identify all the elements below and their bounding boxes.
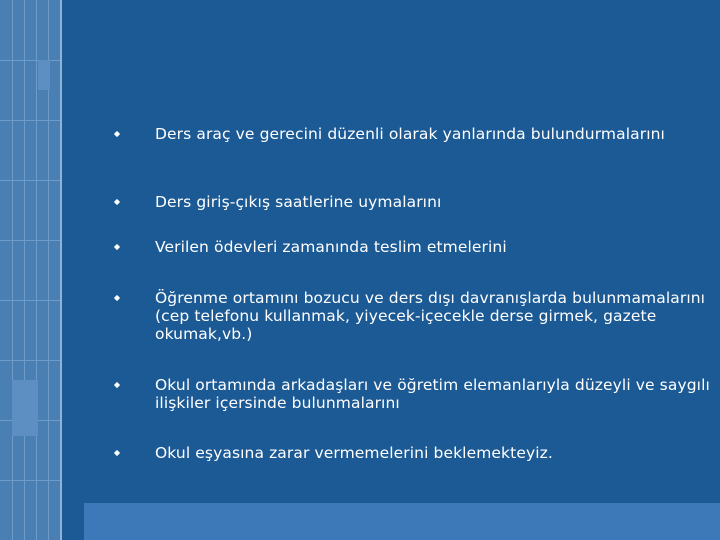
diamond-bullet-icon bbox=[113, 449, 121, 457]
diamond-bullet-icon bbox=[113, 243, 121, 251]
bullet-text: Ders giriş-çıkış saatlerine uymalarını bbox=[155, 193, 442, 211]
bullet-text: Ders araç ve gerecini düzenli olarak yanlarında bulundurmalarını bbox=[155, 125, 665, 143]
bullet-text: Okul ortamında arkadaşları ve öğretim elemanlarıyla düzeyli ve saygılı ilişkiler içersinde bulunmalarını bbox=[155, 376, 710, 412]
bullet-text: Okul eşyasına zarar vermemelerini beklemekteyiz. bbox=[155, 444, 553, 462]
diamond-bullet-icon bbox=[113, 381, 121, 389]
bullet-text: Öğrenme ortamını bozucu ve ders dışı davranışlarda bulunmamalarını (cep telefonu kullanmak, yiyecek-içecekle derse girmek, gazete okumak,vb.) bbox=[155, 289, 706, 343]
bullet-text: Verilen ödevleri zamanında teslim etmelerini bbox=[155, 238, 507, 256]
diamond-bullet-icon bbox=[113, 294, 121, 302]
diamond-bullet-icon bbox=[113, 130, 121, 138]
diamond-bullet-icon bbox=[113, 198, 121, 206]
